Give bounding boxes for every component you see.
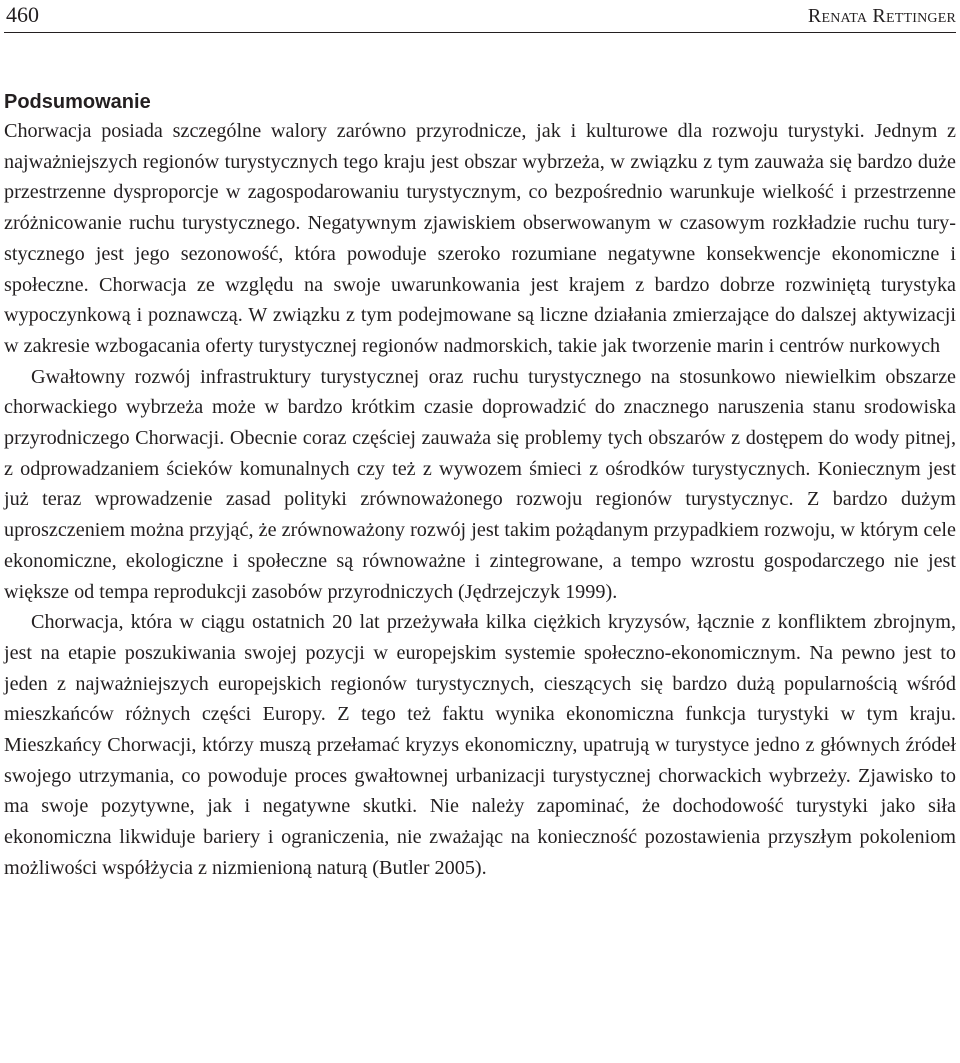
running-head-author: Renata Rettinger xyxy=(807,5,956,27)
page-number: 460 xyxy=(6,2,39,27)
paragraph-3: Chorwacja, która w ciągu ostatnich 20 lat przeżywała kilka ciężkich kryzysów, łącznie z konfliktem zbrojnym, jest na etapie poszukiwania swojej pozycji w europejskim systemie społeczno-ekonomicznym. Na pewno jest to jeden z najważniejszych europejskich regionów turystycznych, cieszących się bardzo dużą popularnością wśród mieszkańców różnych części Europy. Z tego też faktu wynika ekonomiczna funkcja turystyki w tym kraju. Mieszkańcy Chorwacji, którzy muszą przełamać kryzys ekonomiczny, upatrują w turystyce jedno z głównych źródeł swojego utrzymania, co powoduje proces gwałtownej urbanizacji turystycznej chorwackich wybrzeży. Zjawisko to ma swoje pozytywne, jak i negatywne skutki. Nie należy zapominać, że dochodowość turystyki jako siła ekonomiczna likwiduje bariery i ograniczenia, nie zważając na konieczność pozostawienia przyszłym pokoleniom możliwości współżycia z nizmienioną naturą (Butler 2005). xyxy=(4,611,956,879)
body-text xyxy=(4,88,956,884)
paragraph-1: Chorwacja posiada szczególne walory zarówno przyrodnicze, jak i kulturowe dla rozwoju turystyki. Jednym z najważniejszych regionów turystycznych tego kraju jest obszar wybrzeża, w związku z tym zauważa się bardzo duże przestrzenne dysproporcje w zagospodarowaniu turystycznym, co bezpośrednio warunkuje wielkość i przestrzenne zróżnicowanie ruchu turystycznego. Negatywnym zjawiskiem obserwowanym w czasowym rozkładzie ruchu turystycznego jest jego sezonowość, która powoduje szeroko rozumiane negatywne konsekwencje ekonomiczne i społeczne. Chorwacja ze względu na swoje uwarunkowania jest krajem z bardzo dobrze rozwiniętą turystyka wypoczynkową i poznawczą. W związku z tym podejmowane są liczne działania zmierzające do dalszej aktywizacji w zakresie wzbogacania oferty turystycznej regionów nadmorskich, takie jak tworzenie marin i centrów nurkowych xyxy=(4,120,956,357)
paragraph-2: Gwałtowny rozwój infrastruktury turystycznej oraz ruchu turystycznego na stosunkowo niewielkim obszarze chorwackiego wybrzeża może w bardzo krótkim czasie doprowadzić do znacznego naruszenia stanu srodowiska przyrodniczego Chorwacji. Obecnie coraz częściej zauważa się problemy tych obszarów z dostępem do wody pitnej, z odprowadzaniem ścieków komunalnych czy też z wywozem śmieci z ośrodków turystycznych. Koniecznym jest już teraz wprowadzenie zasad polityki zrównoważonego rozwoju regionów turystycznyc. Z bardzo dużym uproszczeniem można przyjąć, że zrównoważony rozwój jest takim pożądanym przypadkiem rozwoju, w którym cele ekonomiczne, ekologiczne i społeczne są równoważne i zintegrowane, a tempo wzrostu gospodarczego nie jest większe od tempa reprodukcji zasobów przyrodniczych (Jędrzejczyk 1999). xyxy=(4,365,956,603)
section-title: Podsumowanie xyxy=(4,91,151,113)
document-page xyxy=(4,0,956,1063)
running-header xyxy=(4,0,956,33)
